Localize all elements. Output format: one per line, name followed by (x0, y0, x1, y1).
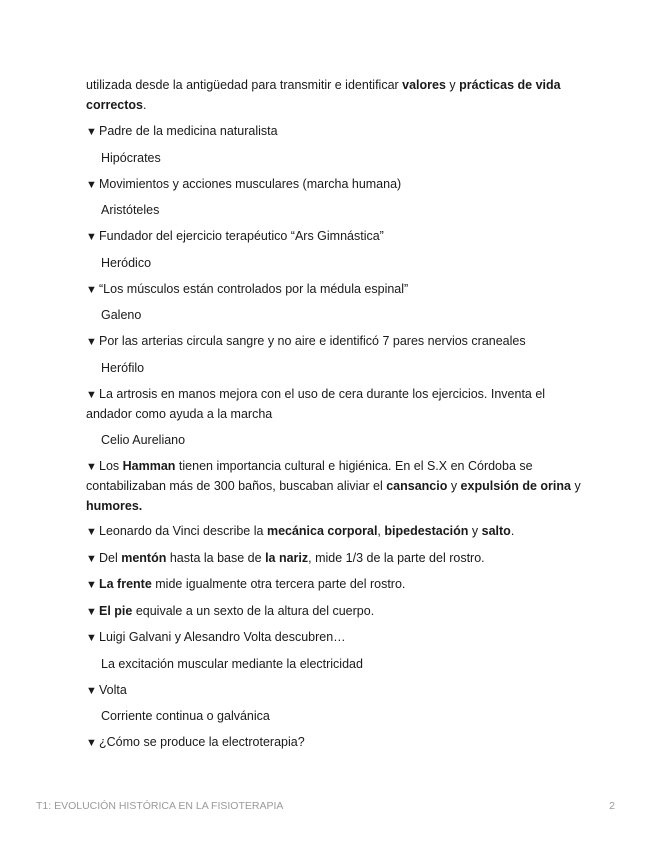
toggle-question[interactable] (86, 385, 581, 425)
text-run: utilizada desde la antigüedad para transmitir e identificar (86, 78, 403, 92)
toggle-item (86, 522, 581, 543)
bold-text: mentón (121, 550, 167, 565)
text-run: mide igualmente otra tercera parte del rostro. (151, 577, 406, 591)
bold-text: expulsión de orina (460, 479, 571, 493)
bold-text: bipedestación (384, 524, 469, 538)
toggle-answer: Herófilo (101, 360, 145, 375)
text-run: hasta la base de (166, 550, 266, 565)
toggle-item (86, 628, 581, 674)
bold-text: Hamman (122, 458, 176, 473)
triangle-down-icon[interactable]: ▼ (86, 126, 97, 138)
toggle-item (86, 280, 581, 326)
toggle-item (86, 227, 581, 273)
toggle-question[interactable] (86, 681, 581, 702)
triangle-down-icon[interactable]: ▼ (86, 684, 97, 697)
toggle-item (86, 733, 581, 754)
text-run: equivale a un sexto de la altura del cuerpo. (132, 603, 375, 618)
triangle-down-icon[interactable]: ▼ (86, 526, 97, 538)
bold-text: humores. (86, 498, 143, 513)
toggle-item (86, 385, 581, 451)
text-run: Fundador del ejercicio terapéutico “Ars Gimnástica” (99, 229, 384, 243)
text-run: . (510, 524, 515, 538)
text-run: Leonardo da Vinci describe la (99, 524, 267, 538)
toggle-question[interactable] (86, 602, 581, 623)
bold-text: mecánica corporal (266, 524, 378, 538)
bold-text: valores (402, 78, 446, 92)
text-run: Padre de la medicina naturalista (99, 124, 278, 138)
toggle-question[interactable] (86, 457, 581, 517)
text-run: La artrosis en manos mejora con el uso de cera durante los ejercicios. Inventa el andador como ayuda a la marcha (86, 386, 546, 421)
toggle-item (86, 332, 581, 378)
toggle-item (86, 602, 581, 623)
text-run: y (570, 479, 581, 493)
intro-paragraph (86, 76, 581, 115)
triangle-down-icon[interactable]: ▼ (86, 231, 97, 243)
bold-text: prácticas de vida correctos (86, 78, 561, 112)
triangle-down-icon[interactable]: ▼ (86, 737, 97, 749)
triangle-down-icon[interactable]: ▼ (86, 605, 97, 618)
text-run: , (377, 524, 385, 538)
toggle-question[interactable] (86, 280, 581, 301)
toggle-question[interactable] (86, 122, 581, 143)
text-run: “Los músculos están controlados por la médula espinal” (99, 281, 409, 296)
triangle-down-icon[interactable]: ▼ (86, 460, 97, 473)
toggle-answer: Heródico (101, 255, 152, 270)
toggle-answer: La excitación muscular mediante la electricidad (101, 656, 363, 671)
triangle-down-icon[interactable]: ▼ (86, 579, 97, 591)
triangle-down-icon[interactable]: ▼ (86, 632, 97, 644)
bold-text: La frente (99, 577, 152, 591)
text-run: Luigi Galvani y Alesandro Volta descubren… (99, 630, 346, 644)
text-run: Volta (99, 682, 127, 697)
toggle-question[interactable] (86, 522, 581, 543)
text-run: Por las arterias circula sangre y no aire e identificó 7 pares nervios craneales (99, 334, 526, 348)
toggle-item (86, 681, 581, 727)
text-run: ¿Cómo se produce la electroterapia? (99, 735, 305, 749)
page-content (86, 76, 581, 760)
text-run: , mide 1/3 de la parte del rostro. (308, 550, 485, 565)
toggle-question[interactable] (86, 332, 581, 353)
toggle-answer: Corriente continua o galvánica (101, 709, 270, 723)
toggle-question[interactable] (86, 628, 581, 649)
toggle-item (86, 122, 581, 168)
toggle-answer: Aristóteles (101, 203, 160, 217)
text-run: Movimientos y acciones musculares (marcha humana) (99, 176, 402, 191)
toggle-answer: Galeno (101, 308, 142, 322)
text-run: Los (99, 458, 123, 473)
toggle-question[interactable] (86, 227, 581, 248)
toggle-question[interactable] (86, 549, 581, 570)
text-run: Del (99, 550, 122, 565)
text-run: y (445, 78, 460, 92)
toggle-item (86, 549, 581, 570)
triangle-down-icon[interactable]: ▼ (86, 388, 97, 401)
text-run: y (447, 479, 461, 493)
text-run: . (142, 97, 147, 112)
text-run: tienen importancia cultural e higiénica. En el S.X en Córdoba se contabilizaban más de 300 baños, buscaban aliviar el (86, 458, 533, 493)
toggle-question[interactable] (86, 733, 581, 754)
toggle-item (86, 457, 581, 517)
triangle-down-icon[interactable]: ▼ (86, 552, 97, 565)
page-number: 2 (609, 800, 615, 812)
triangle-down-icon[interactable]: ▼ (86, 283, 97, 296)
bold-text: la nariz (265, 550, 309, 565)
toggle-item (86, 575, 581, 596)
toggle-question[interactable] (86, 575, 581, 596)
toggle-answer: Celio Aureliano (101, 432, 186, 447)
toggle-list (86, 122, 581, 754)
toggle-answer: Hipócrates (101, 150, 161, 165)
triangle-down-icon[interactable]: ▼ (86, 178, 97, 191)
triangle-down-icon[interactable]: ▼ (86, 336, 97, 348)
bold-text: El pie (99, 603, 133, 618)
footer-title: T1: EVOLUCIÓN HISTÓRICA EN LA FISIOTERAPIA (36, 800, 284, 812)
text-run: y (468, 524, 482, 538)
toggle-question[interactable] (86, 175, 581, 196)
page-footer (36, 800, 615, 812)
bold-text: salto (481, 524, 511, 538)
toggle-item (86, 175, 581, 221)
bold-text: cansancio (386, 479, 448, 493)
